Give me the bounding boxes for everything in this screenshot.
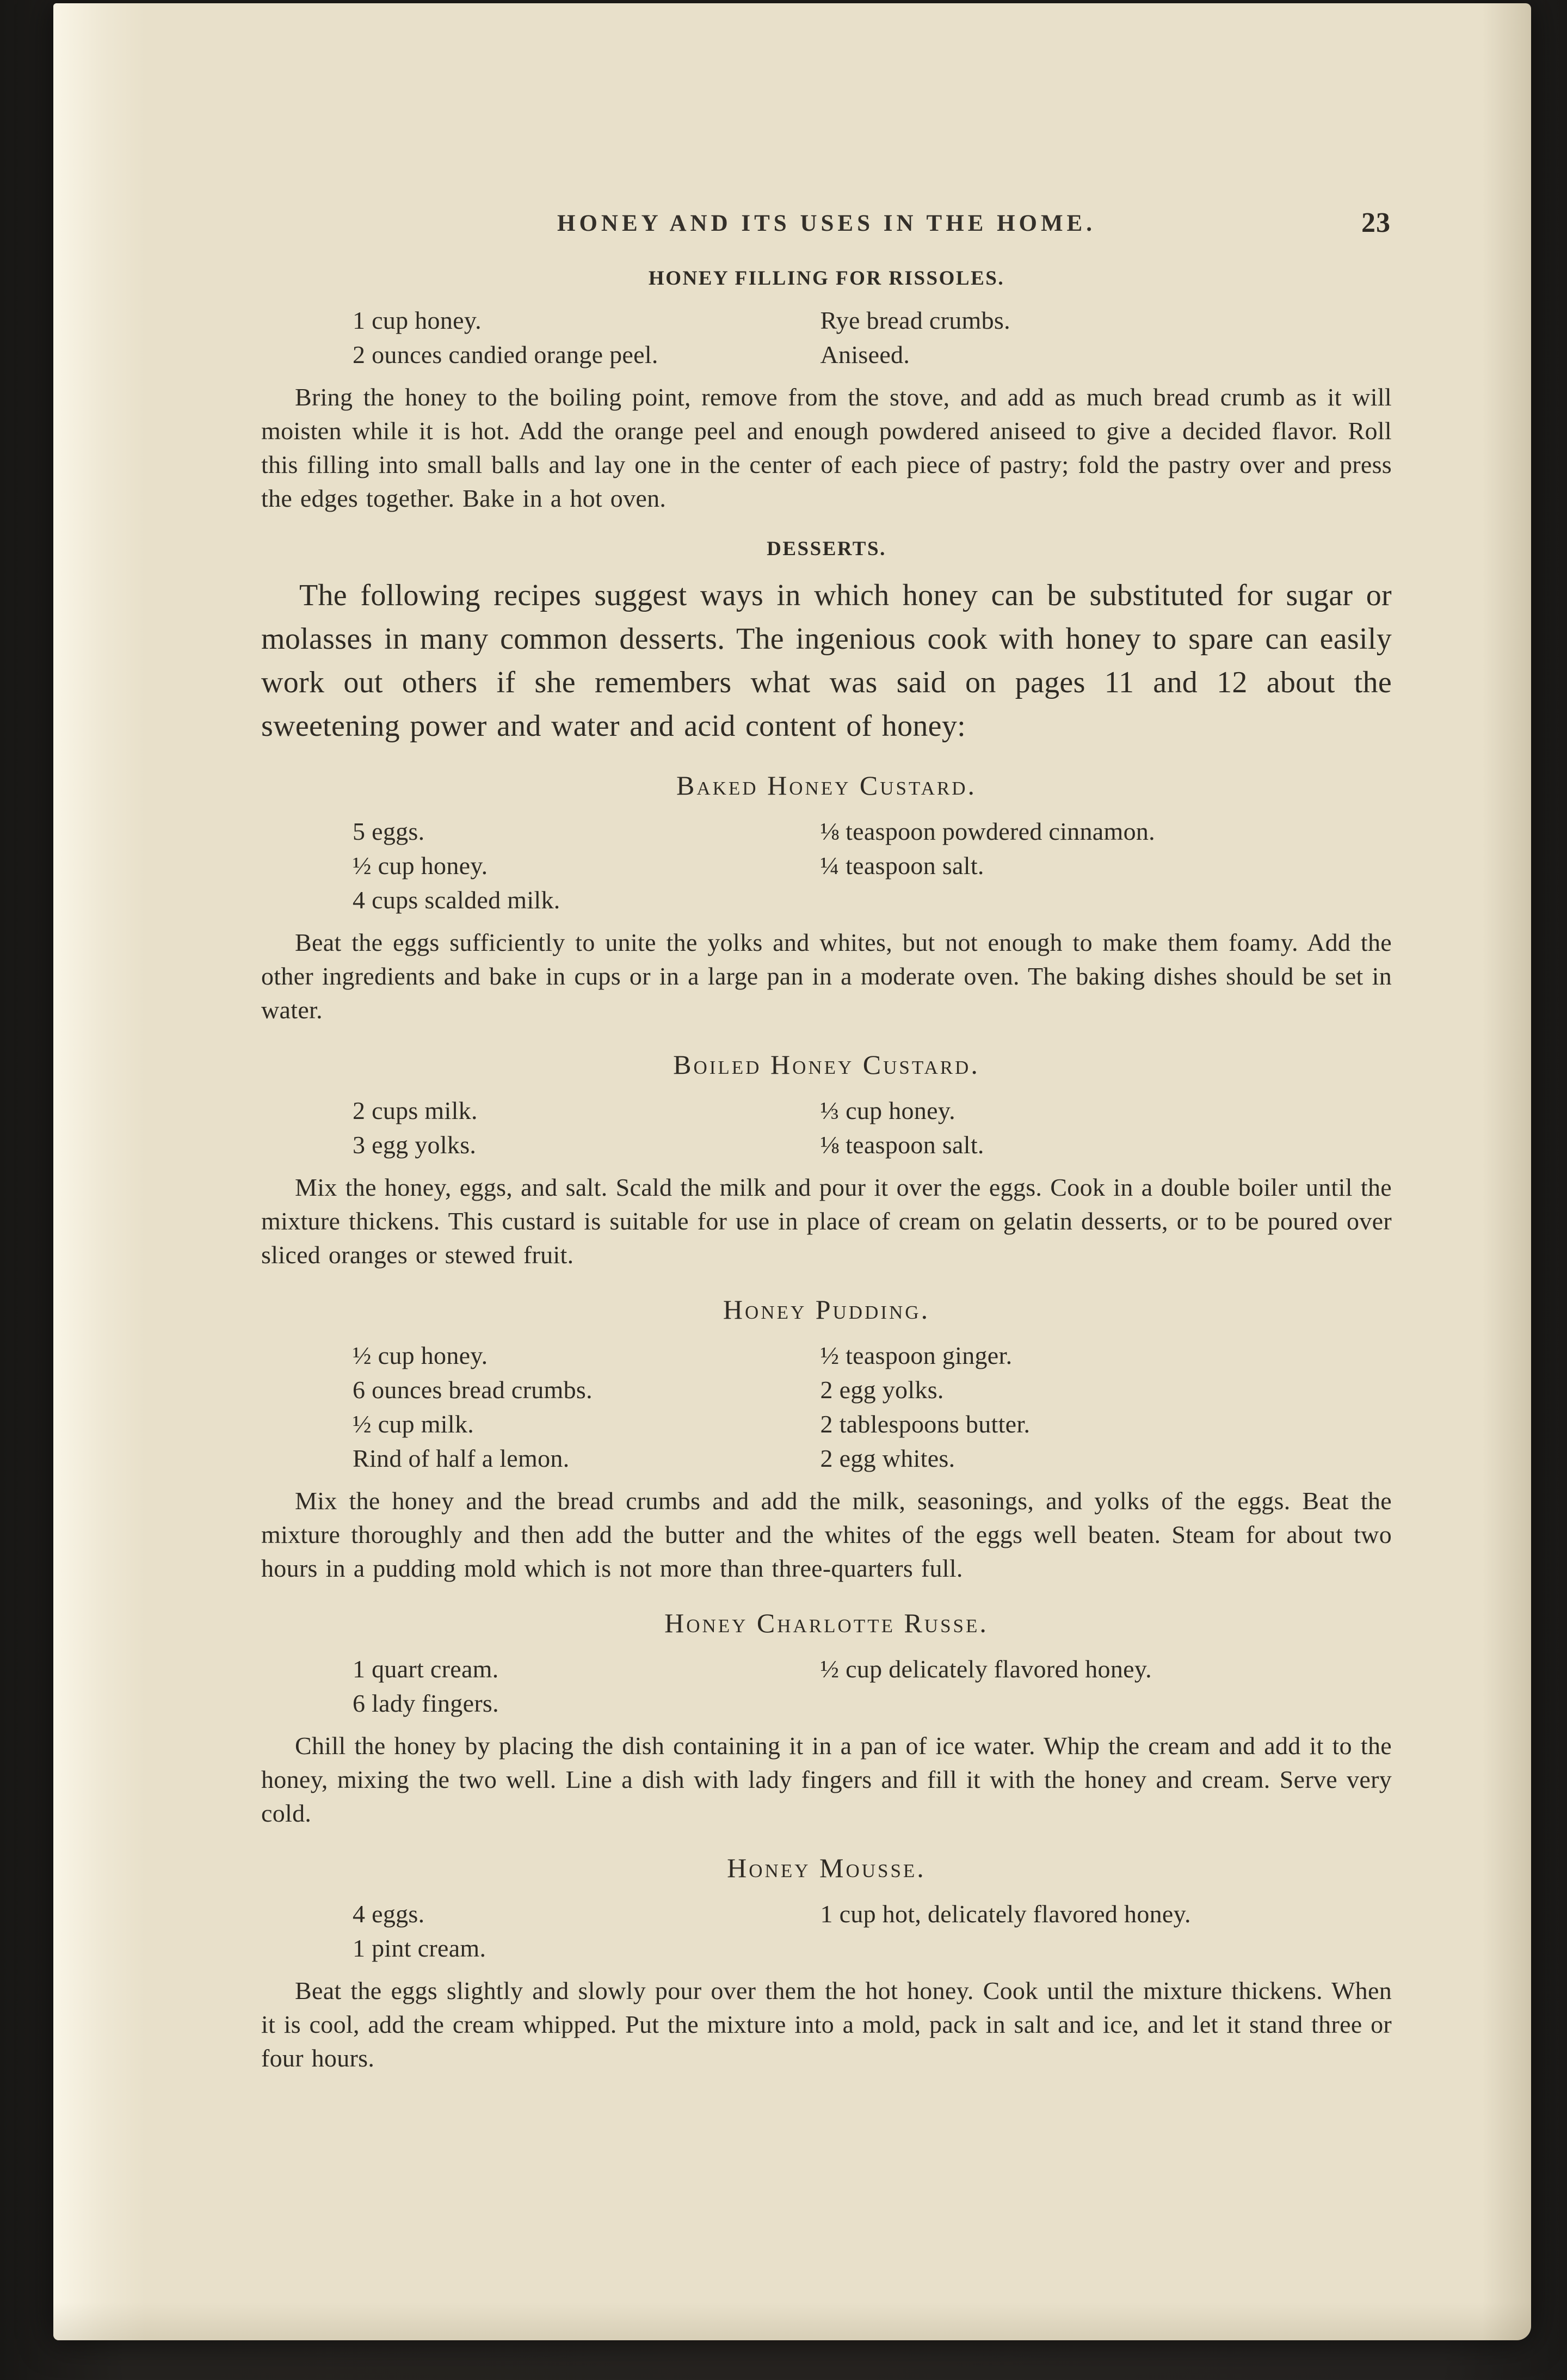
recipe-section (261, 1607, 1392, 1830)
ingredient-column-right (820, 1897, 1392, 1965)
ingredient-item: 3 egg yolks. (353, 1131, 477, 1159)
recipe-paragraph: The following recipes suggest ways in which honey can be substituted for sugar or molasses in many common desserts. The ingenious cook with honey to spare can easily work out others if she remembers what was said on pages 11 and 12 about the sweetening power and water and acid content of honey: (261, 579, 1392, 743)
ingredient-item: 4 cups scalded milk. (353, 886, 560, 914)
ingredient-columns (261, 303, 1392, 372)
ingredient-item: ½ teaspoon ginger. (820, 1342, 1013, 1369)
ingredient-item: 1 cup hot, delicately flavored honey. (820, 1900, 1191, 1928)
ingredient-item: 5 eggs. (353, 817, 425, 845)
ingredient-columns (261, 1338, 1392, 1475)
ingredient-item: 6 ounces bread crumbs. (353, 1376, 593, 1404)
ingredient-item: Aniseed. (820, 341, 910, 368)
ingredient-column-left (353, 303, 820, 372)
section-heading: Honey Mousse. (727, 1853, 926, 1883)
ingredient-column-right (820, 814, 1392, 917)
recipe-sections (261, 267, 1392, 2075)
ingredient-item: 2 ounces candied orange peel. (353, 341, 658, 368)
section-heading: Boiled Honey Custard. (673, 1049, 980, 1080)
ingredient-item: Rye bread crumbs. (820, 306, 1010, 334)
ingredient-column-left (353, 1093, 820, 1162)
ingredient-column-right (820, 1093, 1392, 1162)
ingredient-column-left (353, 1897, 820, 1965)
recipe-section (261, 1294, 1392, 1585)
section-heading: Honey Pudding. (723, 1294, 930, 1325)
section-heading: HONEY FILLING FOR RISSOLES. (648, 267, 1005, 290)
ingredient-item: ½ cup honey. (353, 852, 488, 880)
ingredient-column-left (353, 814, 820, 917)
ingredient-item: ⅛ teaspoon powdered cinnamon. (820, 817, 1155, 845)
ingredient-item: ⅛ teaspoon salt. (820, 1131, 984, 1159)
ingredient-column-right (820, 1338, 1392, 1475)
ingredient-item: 4 eggs. (353, 1900, 425, 1928)
ingredient-item: 6 lady fingers. (353, 1689, 499, 1717)
ingredient-column-left (353, 1338, 820, 1475)
ingredient-item: Rind of half a lemon. (353, 1444, 570, 1472)
ingredient-item: 2 egg whites. (820, 1444, 955, 1472)
ingredient-item: 2 egg yolks. (820, 1376, 944, 1404)
section-heading: Baked Honey Custard. (676, 770, 977, 801)
recipe-paragraph: Beat the eggs slightly and slowly pour over them the hot honey. Cook until the mixture thickens. When it is cool, add the cream whipped. Put the mixture into a mold, pack in salt and ice, and let it stand three or four hours. (261, 1977, 1392, 2072)
recipe-section (261, 1852, 1392, 2075)
ingredient-column-right (820, 1652, 1392, 1720)
ingredient-column-left (353, 1652, 820, 1720)
ingredient-columns (261, 1897, 1392, 1965)
ingredient-columns (261, 1093, 1392, 1162)
recipe-paragraph: Beat the eggs sufficiently to unite the yolks and whites, but not enough to make them foamy. Add the other ingredients and bake in cups or in a large pan in a moderate oven. The baking dishes should be set in water. (261, 928, 1392, 1024)
section-heading: DESSERTS. (767, 538, 886, 560)
page-content (53, 3, 1531, 2340)
recipe-paragraph: Mix the honey and the bread crumbs and add the milk, seasonings, and yolks of the eggs. Beat the mixture thoroughly and then add the butter and the whites of the eggs well beaten. Steam for about two hours in a pudding mold which is not more than three-quarters full. (261, 1487, 1392, 1582)
ingredient-item: 1 quart cream. (353, 1655, 499, 1683)
recipe-section (261, 267, 1392, 515)
ingredient-columns (261, 814, 1392, 917)
ingredient-item: ⅓ cup honey. (820, 1097, 955, 1124)
ingredient-item: 2 tablespoons butter. (820, 1410, 1031, 1438)
ingredient-column-right (820, 303, 1392, 372)
ingredient-item: 2 cups milk. (353, 1097, 478, 1124)
running-title: HONEY AND ITS USES IN THE HOME. (557, 211, 1096, 236)
section-heading: Honey Charlotte Russe. (664, 1608, 989, 1638)
recipe-section (261, 1049, 1392, 1272)
recipe-section (261, 537, 1392, 748)
book-page (53, 3, 1531, 2340)
recipe-paragraph: Bring the honey to the boiling point, remove from the stove, and add as much bread crumb as it will moisten while it is hot. Add the orange peel and enough powdered aniseed to give a decided flavor. Roll this filling into small balls and lay one in the center of each piece of pastry; fold the pastry over and press the edges together. Bake in a hot oven. (261, 383, 1392, 512)
ingredient-columns (261, 1652, 1392, 1720)
ingredient-item: ½ cup milk. (353, 1410, 474, 1438)
ingredient-item: 1 pint cream. (353, 1934, 486, 1962)
page-header (261, 207, 1392, 245)
recipe-paragraph: Chill the honey by placing the dish containing it in a pan of ice water. Whip the cream and add it to the honey, mixing the two well. Line a dish with lady fingers and fill it with the honey and cream. Serve very cold. (261, 1732, 1392, 1827)
ingredient-item: ½ cup honey. (353, 1342, 488, 1369)
recipe-section (261, 770, 1392, 1027)
ingredient-item: ¼ teaspoon salt. (820, 852, 984, 880)
recipe-paragraph: Mix the honey, eggs, and salt. Scald the milk and pour it over the eggs. Cook in a double boiler until the mixture thickens. This custard is suitable for use in place of cream on gelatin desserts, or to be poured over sliced oranges or stewed fruit. (261, 1173, 1392, 1269)
page-number: 23 (1361, 207, 1391, 238)
ingredient-item: ½ cup delicately flavored honey. (820, 1655, 1152, 1683)
ingredient-item: 1 cup honey. (353, 306, 482, 334)
